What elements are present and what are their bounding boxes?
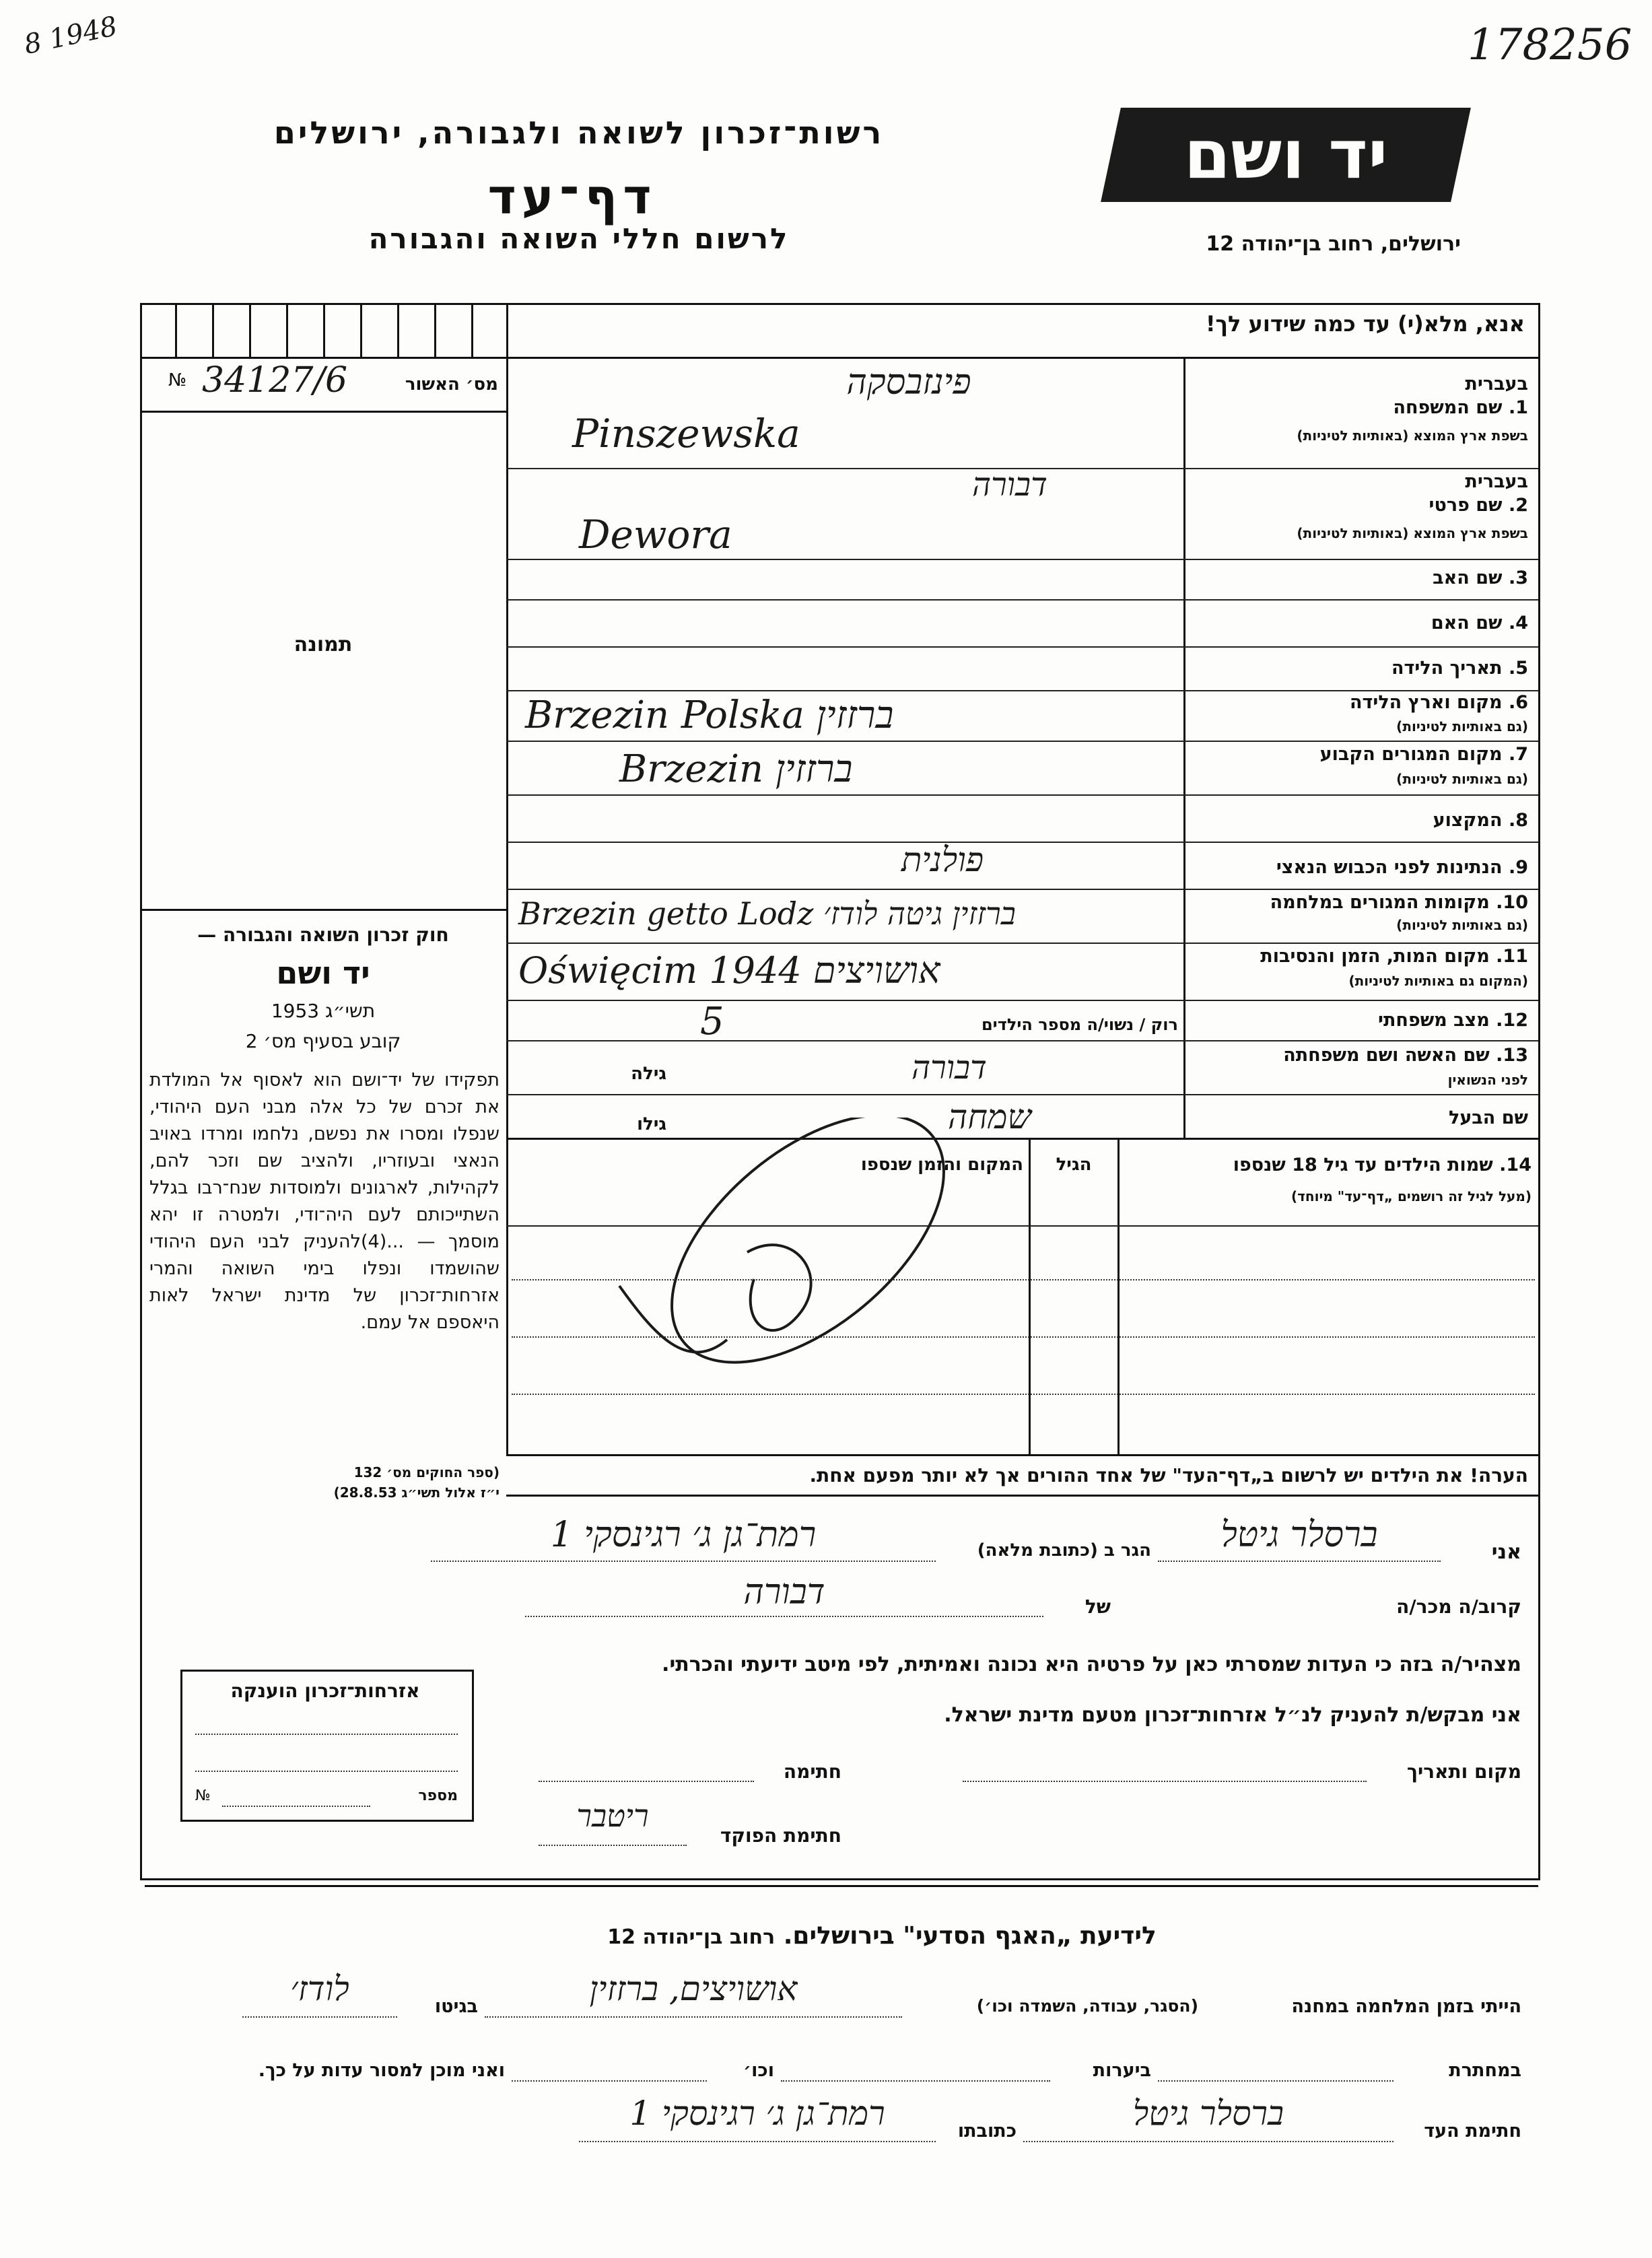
marital-inline: רוק / נשוי/ה מספר הילדים bbox=[981, 1015, 1178, 1034]
decl-relation-label: קרוב/ה מכר/ה bbox=[1396, 1596, 1521, 1618]
photo-label: תמונה bbox=[294, 633, 353, 656]
instruction: אנא, מלא(י) עד כמה שידוע לך! bbox=[1205, 311, 1525, 337]
children-label: 14. שמות הילדים עד גיל 18 שנספו bbox=[1233, 1155, 1531, 1175]
footer-underground: במחתרת bbox=[1449, 2060, 1521, 2081]
law-ref-2: י״ז אלול תשי״ג 28.8.53) bbox=[333, 1484, 500, 1501]
approval-no-prefix: № bbox=[168, 370, 187, 390]
witness-address-value: רמת־גן ג׳ רגינסקי 1 bbox=[629, 2094, 885, 2133]
place-date-label: מקום ותאריך bbox=[1406, 1760, 1521, 1783]
surname-hebrew: פינזבסקה bbox=[846, 362, 971, 403]
footer-camp-label: הייתי בזמן המלחמה במחנה bbox=[1291, 1996, 1521, 2017]
children-count: 5 bbox=[700, 1000, 724, 1044]
surname-latin: Pinszewska bbox=[572, 411, 800, 456]
footer-ghetto-value: לודז׳ bbox=[290, 1969, 349, 2008]
footer-ghetto-label: בגיטו bbox=[434, 1996, 478, 2017]
approval-label: מס׳ האשור bbox=[405, 374, 498, 395]
field-10-label: 10. מקומות המגורים במלחמה bbox=[1270, 892, 1528, 913]
field-6-sub: (גם באותיות לטיניות) bbox=[1396, 718, 1528, 734]
wife-age-label: גילה bbox=[631, 1064, 666, 1084]
citizenship-box-no-sym: № bbox=[195, 1787, 211, 1804]
husband-label: שם הבעל bbox=[1448, 1107, 1528, 1128]
footer-forests: ביערות bbox=[1093, 2060, 1151, 2081]
form-title: דף־עד bbox=[487, 168, 657, 225]
field-2-label: 2. שם פרטי bbox=[1429, 495, 1528, 516]
note-text: את הילדים יש לרשום ב„דף־העד" של אחד ההורים אך לא יותר מפעם אחת. bbox=[809, 1464, 1464, 1486]
field-13-label: 13. שם האשה ושם משפחתה bbox=[1283, 1045, 1528, 1066]
field-3-label: 3. שם האב bbox=[1433, 568, 1528, 588]
law-title: חוק זכרון השואה והגבורה — bbox=[197, 924, 449, 946]
law-clause: קובע בסעיף מס׳ 2 bbox=[245, 1030, 401, 1052]
decl-of: של bbox=[1085, 1596, 1111, 1618]
residence-value: Brzezin ברזזין bbox=[619, 747, 853, 791]
field-7-label: 7. מקום המגורים הקבוע bbox=[1319, 744, 1528, 765]
witness-signature-label: חתימת העד bbox=[1424, 2121, 1521, 2142]
death-place-value: Oświęcim 1944 אושויצים bbox=[518, 949, 940, 992]
logo-text: יד ושם bbox=[1183, 115, 1388, 194]
approval-number: 34127/6 bbox=[202, 360, 348, 401]
decl-relation-value: דבורה bbox=[743, 1572, 825, 1612]
wife-name-value: דבורה bbox=[911, 1049, 987, 1087]
decl-address-label: הגר ב (כתובת מלאה) bbox=[977, 1540, 1151, 1561]
handwritten-mark bbox=[592, 1118, 1010, 1400]
declarant-name: ברסלר גיטל bbox=[1220, 1515, 1378, 1555]
given-name-hebrew: דבורה bbox=[972, 466, 1047, 504]
law-year: תשי״ג 1953 bbox=[271, 1000, 376, 1022]
citizenship-box-no: מספר bbox=[418, 1787, 458, 1804]
field-1-sub: בשפת ארץ המוצא (באותיות לטיניות) bbox=[1297, 427, 1528, 444]
witness-signature-value: ברסלר גיטל bbox=[1132, 2094, 1284, 2133]
field-12-label: 12. מצב משפחתי bbox=[1378, 1010, 1528, 1031]
field-2-sub: בשפת ארץ המוצא (באותיות לטיניות) bbox=[1297, 525, 1528, 541]
field-1-heb-tag: בעברית bbox=[1465, 374, 1528, 395]
field-4-label: 4. שם האם bbox=[1431, 613, 1528, 634]
form-subtitle: לרשום חללי השואה והגבורה bbox=[368, 222, 790, 255]
footer-etc: וכו׳ bbox=[743, 2060, 774, 2081]
wartime-residence-value: Brzezin getto Lodz ברזזין גיטה לודז׳ bbox=[518, 895, 1016, 932]
field-11-sub: (המקום גם באותיות לטיניות) bbox=[1348, 973, 1528, 989]
children-age-header: הגיל bbox=[1056, 1155, 1092, 1175]
children-place-header: המקום והזמן שנספו bbox=[860, 1155, 1023, 1175]
footer-title: לידיעת „האגף הסדעי" בירושלים. רחוב בן־יהודה 12 bbox=[607, 1922, 1157, 1950]
archive-mark-right: 178256 bbox=[1468, 20, 1632, 70]
husband-age-label: גילו bbox=[637, 1114, 666, 1134]
decl-i: אני bbox=[1491, 1540, 1521, 1564]
signature-label: חתימה bbox=[783, 1760, 841, 1783]
field-8-label: 8. המקצוע bbox=[1433, 810, 1528, 831]
tick-boxes bbox=[140, 303, 506, 357]
declarant-address: רמת־גן ג׳ רגינסקי 1 bbox=[550, 1515, 817, 1555]
witness-address-label: כתובתו bbox=[957, 2121, 1017, 2142]
citizenship-box-title: אזרחות־זכרון הוענקה bbox=[230, 1680, 420, 1702]
field-9-label: 9. הנתינות לפני הכבוש הנאצי bbox=[1276, 857, 1528, 878]
field-5-label: 5. תאריך הלידה bbox=[1391, 658, 1528, 679]
field-1-label: 1. שם המשפחה bbox=[1393, 397, 1528, 418]
field-6-label: 6. מקום וארץ הלידה bbox=[1349, 692, 1528, 713]
field-13-sub: לפני הנשואין bbox=[1447, 1072, 1528, 1088]
nationality-value: פולנית bbox=[901, 840, 984, 879]
decl-statement: מצהיר/ה בזה כי העדות שמסרתי כאן על פרטיה היא נכונה ואמיתית, לפי מיטב ידיעתי והכרתי. bbox=[662, 1653, 1521, 1676]
field-2-heb-tag: בעברית bbox=[1465, 471, 1528, 492]
note-label: הערה! bbox=[1470, 1464, 1528, 1486]
law-name: יד ושם bbox=[276, 955, 370, 991]
footer-ready: ואני מוכן למסור עדות על כך. bbox=[258, 2060, 505, 2081]
footer-camp-value: אושויצים, ברזזין bbox=[589, 1969, 798, 2008]
archive-mark-left: 8 1948 bbox=[21, 10, 121, 61]
field-11-label: 11. מקום המות, הזמן והנסיבות bbox=[1260, 946, 1528, 967]
institution-name: רשות־זכרון לשואה ולגבורה, ירושלים bbox=[273, 114, 885, 151]
official-signature-value: ריטבר bbox=[576, 1798, 649, 1834]
field-7-sub: (גם באותיות לטיניות) bbox=[1396, 771, 1528, 787]
note bbox=[518, 1464, 1528, 1486]
given-name-latin: Dewora bbox=[579, 512, 732, 557]
decl-request: אני מבקש/ת להעניק לנ״ל אזרחות־זכרון מטעם מדינת ישראל. bbox=[944, 1703, 1521, 1727]
law-text: תפקידו של יד־ושם הוא לאסוף אל המולדת את זכרם של כל אלה מבני העם היהודי, שנפלו ומסרו את נפשם, נלחמו ומרדו באויב הנאצי ובעוזריו, ולהציב שם וזכר להם, לקהילות, לארגונים ולמוסדות שנח־רבו בגלל השתייכותם לעם היה־ודי, ולמטרה זו יהא מוסמך — ...(4)להעניק לבני העם היהודי שהושמדו ונפלו בימי השואה והמרי אזרחות־זכרון של מדינת ישראל לאות היאספם אל עמם. bbox=[149, 1070, 500, 1333]
official-signature-label: חתימת הפוקד bbox=[720, 1824, 841, 1847]
footer-camp-paren: (הסגר, עבודה, השמדה וכו׳) bbox=[976, 1996, 1198, 2016]
children-sub: (מעל לגיל זה רושמים „דף־עד" מיוחד) bbox=[1290, 1188, 1531, 1204]
header-address: ירושלים, רחוב בן־יהודה 12 bbox=[1206, 232, 1461, 256]
husband-name-value: שמחה bbox=[948, 1097, 1031, 1136]
law-ref-1: (ספר החוקים מס׳ 132 bbox=[353, 1464, 500, 1480]
field-10-sub: (גם באותיות לטיניות) bbox=[1396, 917, 1528, 933]
birth-place-value: Brzezin Polska ברזזין bbox=[525, 693, 894, 737]
